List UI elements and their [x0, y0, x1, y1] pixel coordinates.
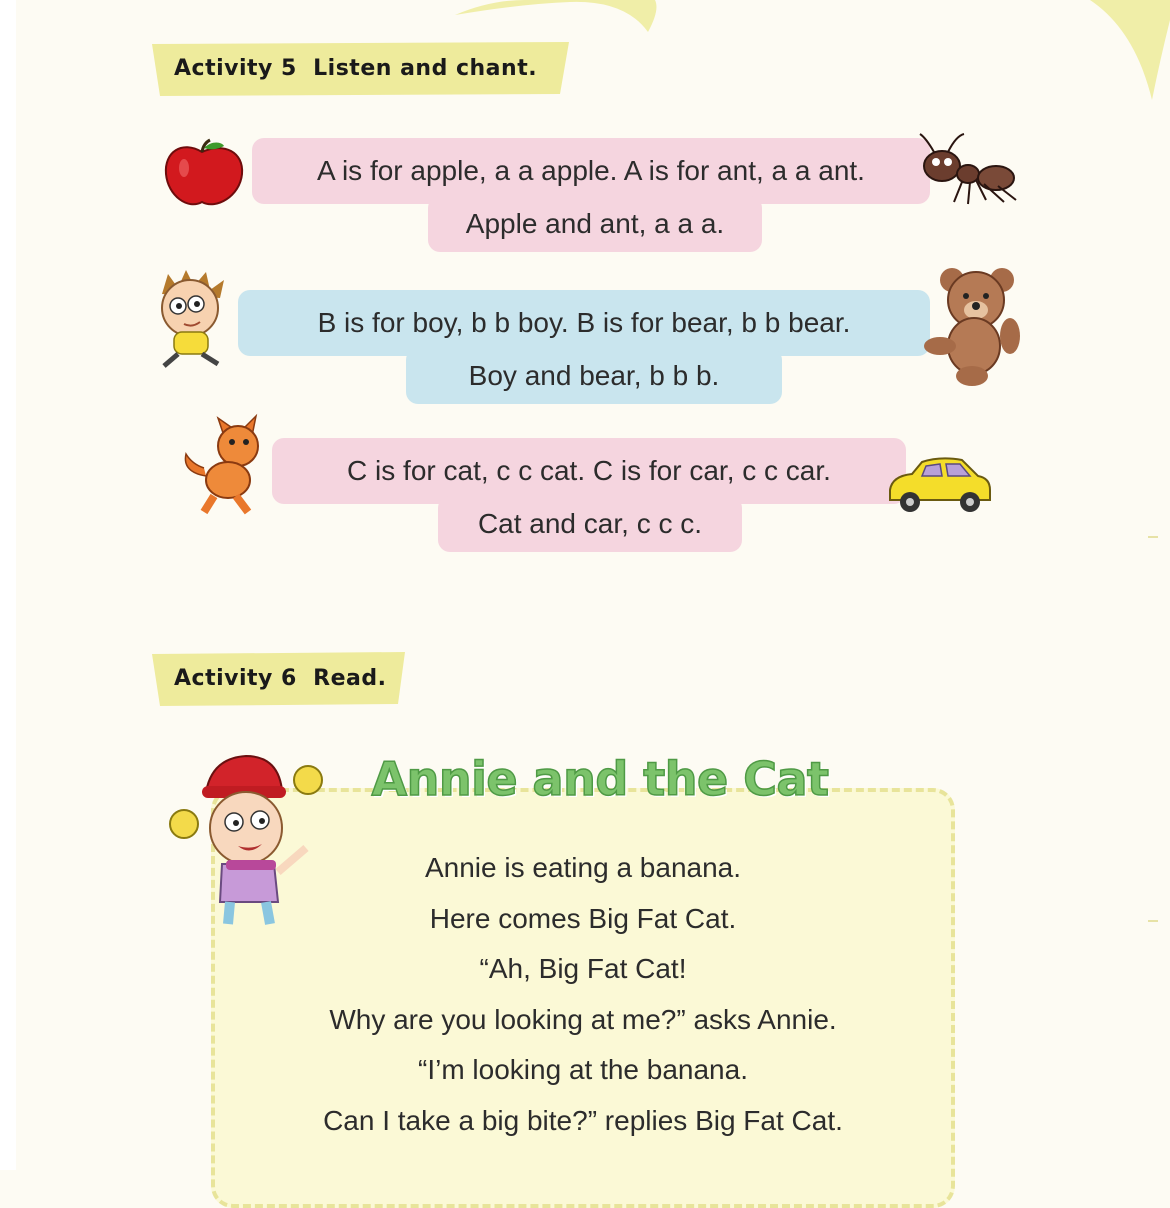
activity-5-label: Activity 5 Listen and chant. — [174, 56, 538, 81]
chant-line-c1 — [272, 438, 906, 504]
chant-text-c2: Cat and car, c c c. — [477, 508, 703, 539]
story-line-4: Why are you looking at me?” asks Annie. — [329, 1004, 837, 1035]
car-icon — [886, 456, 994, 522]
boy-icon — [144, 268, 240, 372]
chant-line-c2 — [438, 496, 742, 552]
chant-line-a1 — [252, 138, 930, 204]
chant-text-b2: Boy and bear, b b b. — [468, 360, 720, 391]
chant-line-b1 — [238, 290, 930, 356]
bear-icon — [920, 264, 1024, 388]
apple-icon — [162, 138, 246, 210]
margin-tick — [1148, 920, 1158, 922]
story-line-6: Can I take a big bite?” replies Big Fat Cat. — [323, 1105, 843, 1136]
story-line-5: “I’m looking at the banana. — [418, 1054, 748, 1085]
chant-text-c1: C is for cat, c c cat. C is for car, c c car. — [347, 455, 831, 486]
ant-icon — [914, 130, 1020, 210]
chant-line-a2 — [428, 196, 762, 252]
decorative-shape-right — [1080, 0, 1170, 110]
story-title: Annie and the Cat — [371, 752, 829, 806]
margin-tick — [1148, 536, 1158, 538]
chant-line-b2 — [406, 348, 782, 404]
story-line-1: Annie is eating a banana. — [424, 852, 742, 883]
page-edge — [0, 0, 16, 1170]
activity-5-tab — [152, 42, 572, 94]
activity-6-label: Activity 6 Read. — [174, 666, 387, 691]
story-line-2: Here comes Big Fat Cat. — [429, 903, 737, 934]
chant-text-a2: Apple and ant, a a a. — [465, 208, 725, 239]
activity-6-tab — [152, 652, 408, 704]
chant-text-b1: B is for boy, b b boy. B is for bear, b b bear. — [317, 307, 851, 338]
decorative-shape-top — [450, 0, 670, 40]
cat-icon — [178, 408, 276, 518]
chant-text-a1: A is for apple, a a apple. A is for ant, a a ant. — [317, 155, 865, 186]
story-line-3: “Ah, Big Fat Cat! — [479, 953, 687, 984]
